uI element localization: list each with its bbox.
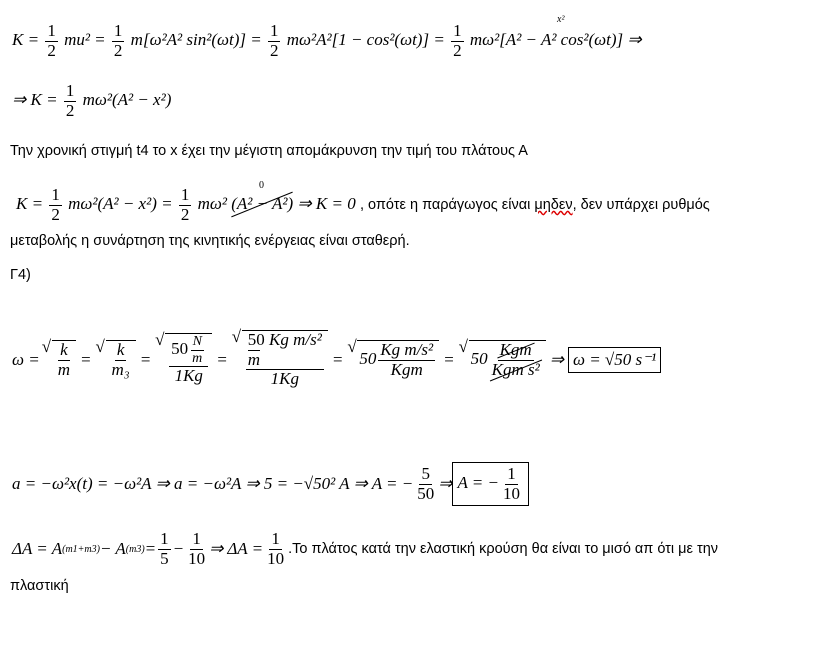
omega-equation: ω = √ $\frac{k}{m}$ = √ $\frac{k}{\text{m₃}}$ = √ 50 $\frac{N}{m}$ 1Kg = √ 50 Kg m/s² m 1Kg = √ 50 $\frac{\text{Kg m/s²}}{\text{Kgm}}$ = √ 50 $\frac{\text{Kgm}}{\text{Kgm s²}}$ ⇒ ω = √50 s⁻¹ <box>12 330 661 389</box>
sqrt-50-kgms2-kgm: √ 50 $\frac{\text{Kg m/s²}}{\text{Kgm}}$ <box>357 340 439 379</box>
amplitude-result-box: A = − $\frac{1}{10}$ <box>452 462 529 506</box>
fraction-half: $\frac{1}{2}$ <box>269 21 279 60</box>
paragraph-plastic: πλαστική <box>10 578 69 594</box>
acceleration-equation: a = −ω²x(t) = −ω²A ⇒ a = −ω²A ⇒ 5 = −√50² A ⇒ A = − $\frac{5}{50}$ ⇒ A = − $\frac{1}{10}$ <box>12 462 529 506</box>
fraction-half: $\frac{1}{2}$ <box>113 21 123 60</box>
fraction-half: $\frac{1}{2}$ <box>453 21 462 60</box>
section-heading: Γ4) <box>10 267 31 283</box>
kinetic-energy-result: ⇒ K = $\frac{1}{2}$ mω²(A² − x²) <box>12 81 172 120</box>
sqrt-50-kgm-kgms2: √ 50 $\frac{\text{Kgm}}{\text{Kgm s²}}$ <box>469 340 546 379</box>
kinetic-energy-zero-equation: K = $\frac{1}{2}$ mω²(A² − x²) = $\frac{1}{2}$ mω² (A² − A²) ⇒ K = 0 , οπότε η παράγωγος είναι μηδεν, δεν υπάρχει ρυθμός <box>16 185 710 224</box>
fraction-half: $\frac{1}{2}$ <box>47 21 56 60</box>
sqrt-50N-m: √ 50 $\frac{N}{m}$ 1Kg <box>165 333 212 385</box>
sqrt-k-m3: √ $\frac{k}{\text{m₃}}$ <box>106 340 136 379</box>
delta-amplitude-equation: ΔA = A (m1+m3) − A (m3) = $\frac{1}{5}$ − $\frac{1}{10}$ ⇒ ΔA = $\frac{1}{10}$ .Το πλάτος κατά την ελαστική κρούση θα είναι το μισό απ ότι με την <box>12 529 719 568</box>
fraction-half: $\frac{1}{2}$ <box>65 81 75 120</box>
omega-result-box: ω = √50 s⁻¹ <box>568 347 661 373</box>
zero-annotation: 0 <box>259 180 264 191</box>
misspelled-word: μηδεν <box>534 197 573 214</box>
fraction-half: $\frac{1}{2}$ <box>180 185 190 224</box>
superscript-x2: x² <box>557 14 565 25</box>
paragraph-t4: Την χρονική στιγμή t4 το x έχει την μέγιστη απομάκρυνση την τιμή του πλάτους Α <box>10 143 528 159</box>
crossed-term: (A² − A²) <box>231 194 294 214</box>
paragraph-constant-energy: μεταβολής η συνάρτηση της κινητικής ενέργειας είναι σταθερή. <box>10 233 410 249</box>
sqrt-50-kgm-s2: √ 50 Kg m/s² m 1Kg <box>242 330 328 389</box>
fraction-5-50: $\frac{5}{50}$ <box>417 464 435 503</box>
sqrt-k-m: √ $\frac{k}{m}$ <box>52 340 76 379</box>
kinetic-energy-equation: K = $\frac{1}{2}$ mu² = $\frac{1}{2}$ m[ω²A² sin²(ωt)] = $\frac{1}{2}$ mω²A²[1 − cos²(ωt)] = $\frac{1}{2}$ mω²[A² − A² cos²(ωt)] ⇒ <box>12 21 642 60</box>
fraction-half: $\frac{1}{2}$ <box>51 185 60 224</box>
